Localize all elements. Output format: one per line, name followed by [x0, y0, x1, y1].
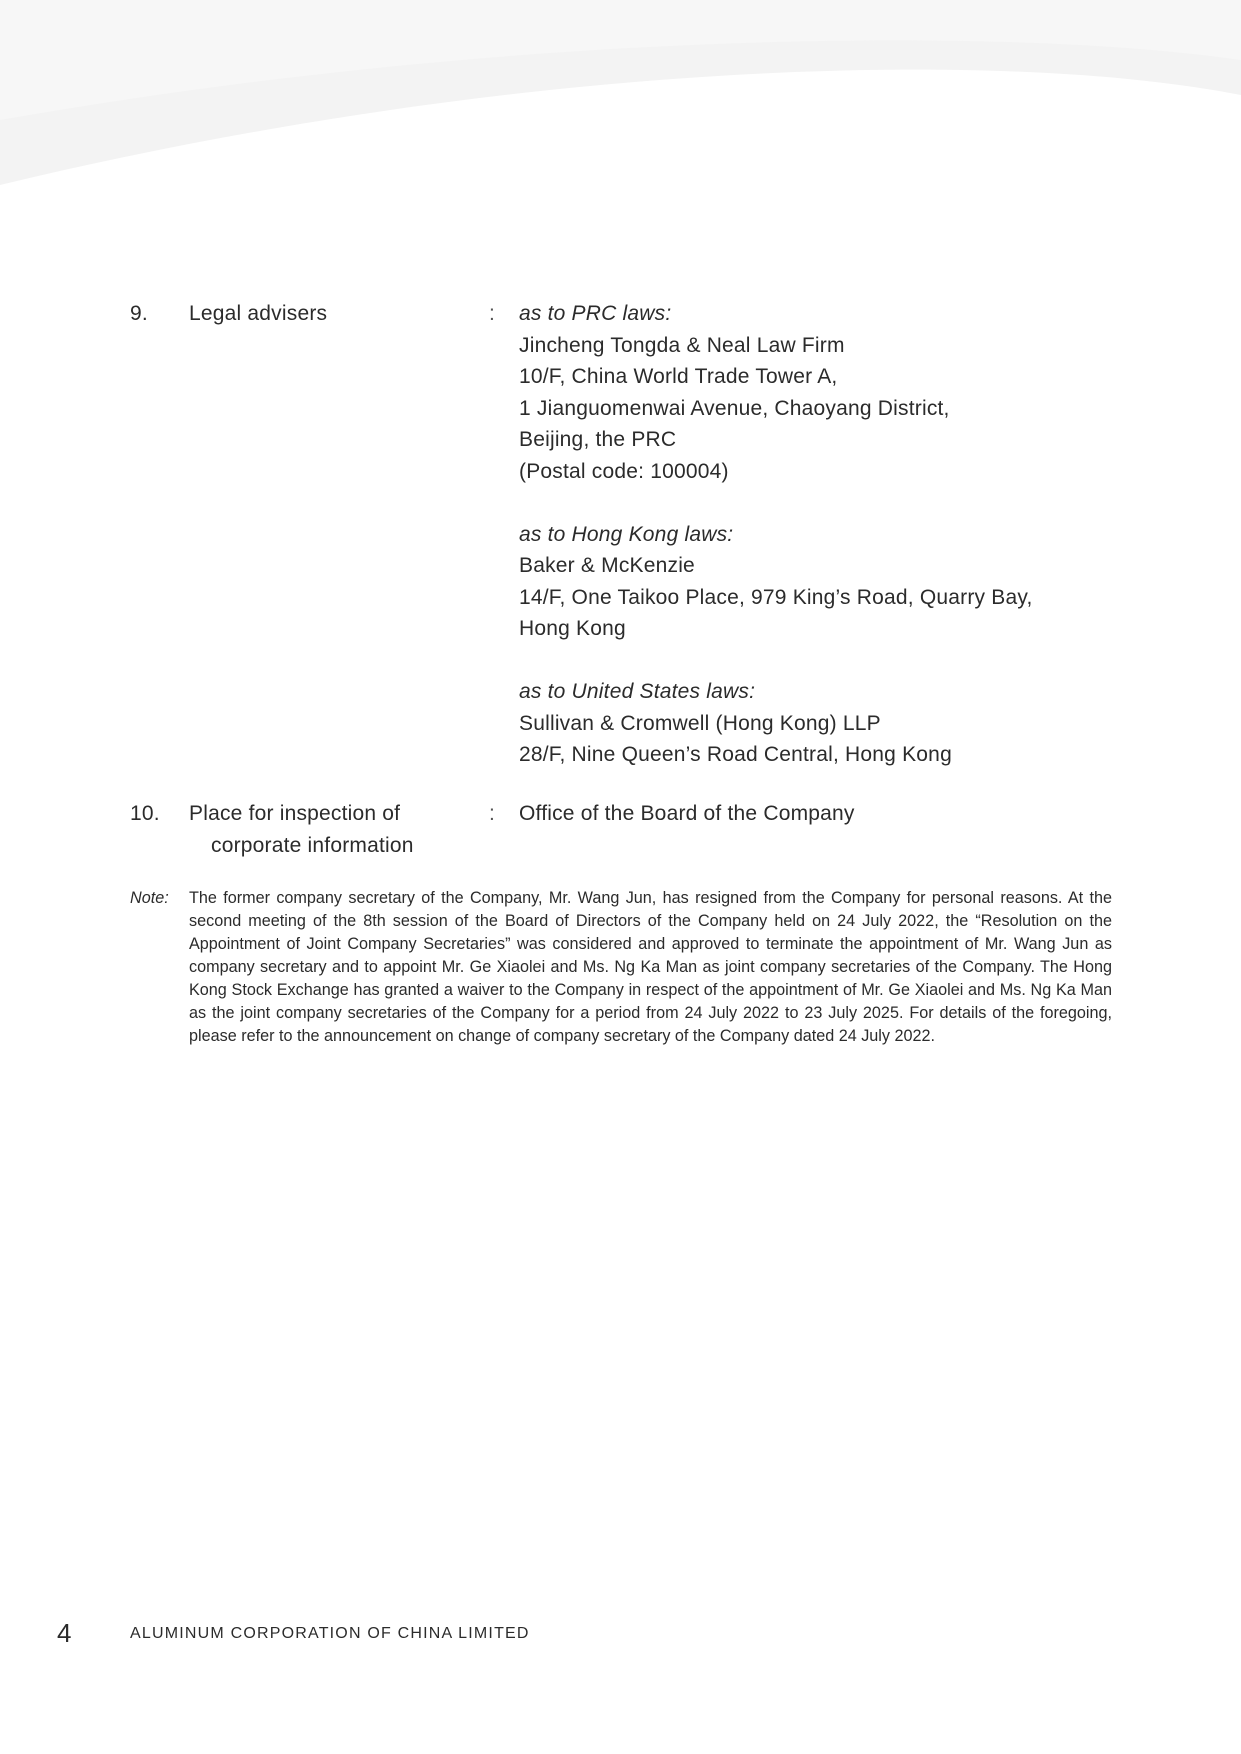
address-line: 14/F, One Taikoo Place, 979 King’s Road, Quarry Bay,	[519, 585, 1033, 609]
address-line: 28/F, Nine Queen’s Road Central, Hong Kong	[519, 743, 952, 766]
header-swoosh-decoration	[0, 0, 1241, 200]
item-number: 10.	[130, 802, 160, 825]
item-label	[189, 298, 459, 330]
adviser-group-hong-kong	[519, 519, 1119, 645]
item-body	[519, 298, 1119, 771]
adviser-group-prc	[519, 298, 1119, 487]
note-text: The former company secretary of the Company, Mr. Wang Jun, has resigned from the Company for personal reasons. At the second meeting of the 8th session of the Board of Directors of the Company held on 24 July 2022, the “Resolution on the Appointment of Joint Company Secretaries” was considered and approved to terminate the appointment of Mr. Wang Jun as company secretary and to appoint Mr. Ge Xiaolei and Ms. Ng Ka Man as joint company secretaries of the Company. The Hong Kong Stock Exchange has granted a waiver to the Company in respect of the appointment of Mr. Ge Xiaolei and Ms. Ng Ka Man as the joint company secretaries of the Company for a period from 24 July 2022 to 23 July 2025. For details of the foregoing, please refer to the announcement on change of company secretary of the Company dated 24 July 2022.	[189, 889, 1112, 1045]
item-body	[519, 798, 1119, 830]
address-line: Beijing, the PRC	[519, 428, 677, 451]
item-label-line: corporate information	[211, 833, 414, 857]
item-number: 9.	[130, 302, 148, 325]
item-label-line: Legal advisers	[189, 302, 328, 325]
address-line: Sullivan & Cromwell (Hong Kong) LLP	[519, 711, 881, 735]
group-heading: as to United States laws:	[519, 680, 756, 703]
item-label	[189, 798, 459, 861]
address-line: Baker & McKenzie	[519, 554, 695, 577]
footer-company-name: ALUMINUM CORPORATION OF CHINA LIMITED	[130, 1625, 530, 1642]
address-line: Hong Kong	[519, 617, 626, 640]
item-colon: :	[489, 802, 496, 825]
page-number: 4	[57, 1618, 72, 1648]
item-colon: :	[489, 302, 496, 325]
address-line: (Postal code: 100004)	[519, 459, 729, 483]
info-item-legal-advisers	[0, 298, 1241, 768]
info-item-inspection-place	[0, 798, 1241, 862]
address-line: 10/F, China World Trade Tower A,	[519, 365, 838, 388]
address-line: Jincheng Tongda & Neal Law Firm	[519, 333, 845, 357]
group-heading: as to PRC laws:	[519, 302, 672, 325]
address-line: 1 Jianguomenwai Avenue, Chaoyang District,	[519, 396, 950, 420]
group-heading: as to Hong Kong laws:	[519, 522, 734, 546]
item-value: Office of the Board of the Company	[519, 802, 855, 825]
note-label: Note:	[130, 889, 169, 907]
adviser-group-united-states	[519, 676, 1119, 771]
item-label-line: Place for inspection of	[189, 802, 401, 825]
